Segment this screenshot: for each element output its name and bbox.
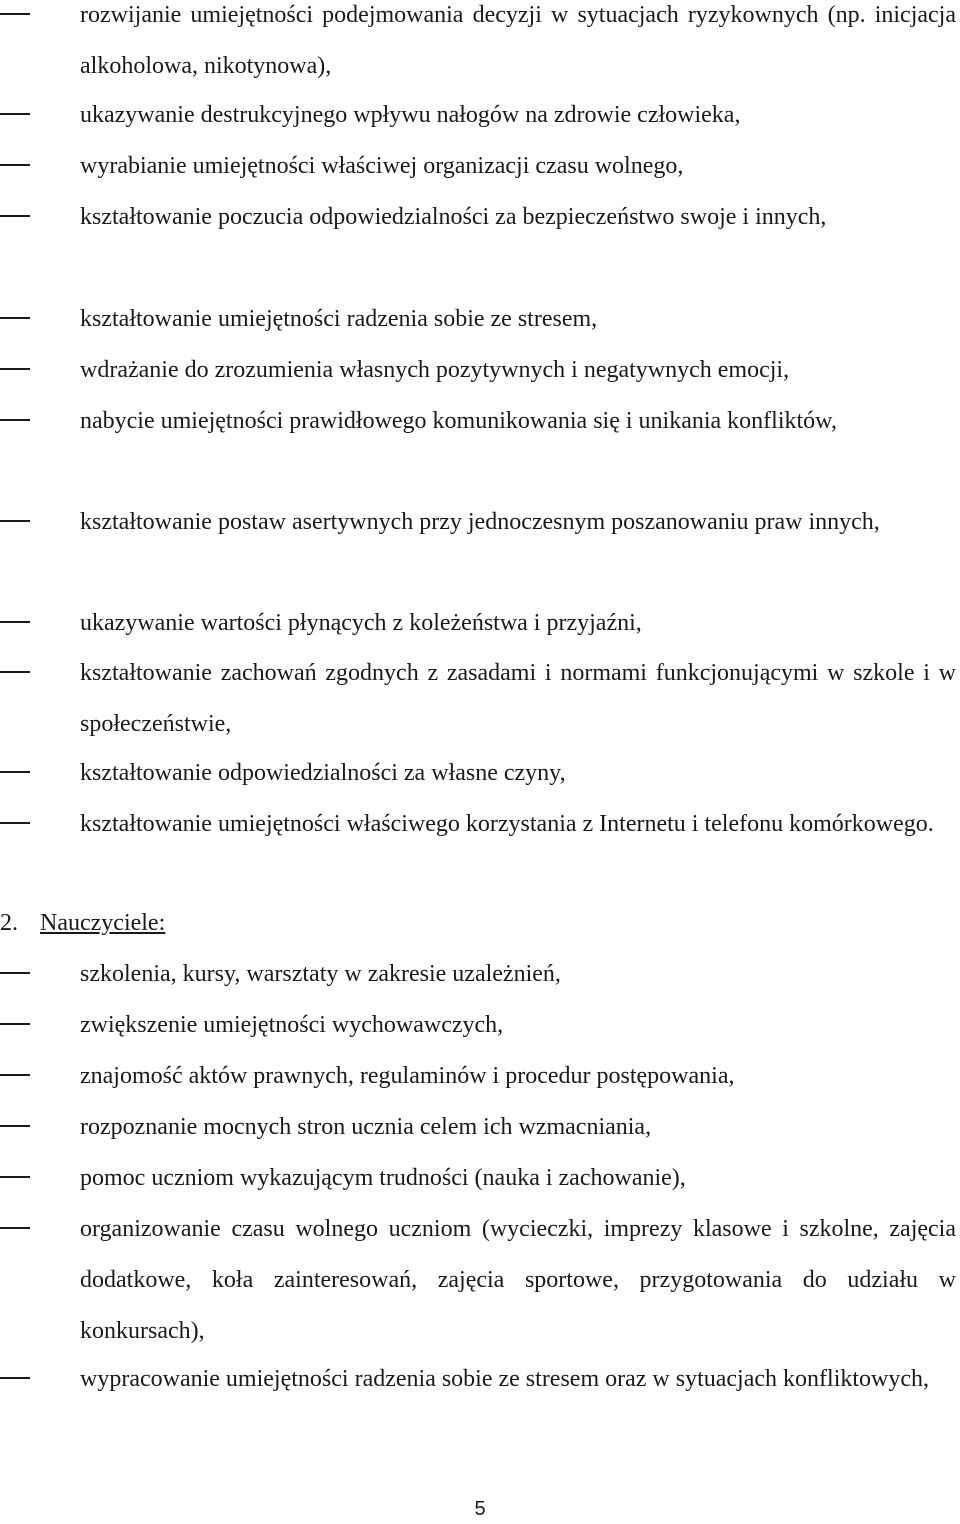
list-item-text: nabycie umiejętności prawidłowego komunikowania się i unikania konfliktów, — [80, 408, 837, 434]
list-item-text: kształtowanie odpowiedzialności za własne czyny, — [80, 760, 566, 786]
list-item — [80, 90, 956, 141]
list-item-text: rozwijanie umiejętności podejmowania decyzji w sytuacjach ryzykownych (np. inicjacja alkoholowa, nikotynowa), — [80, 2, 956, 79]
list-item — [80, 1354, 956, 1405]
dash-bullet-icon — [0, 1153, 30, 1204]
list-item — [80, 648, 956, 750]
dash-bullet-icon — [0, 0, 30, 41]
list-item — [80, 748, 956, 799]
list-item-text: ukazywanie destrukcyjnego wpływu nałogów na zdrowie człowieka, — [80, 102, 741, 128]
list-item-text: wdrażanie do zrozumienia własnych pozytywnych i negatywnych emocji, — [80, 357, 790, 383]
list-item-text: znajomość aktów prawnych, regulaminów i procedur postępowania, — [80, 1063, 735, 1089]
dash-bullet-icon — [0, 949, 30, 1000]
list-item — [80, 1000, 956, 1051]
dash-bullet-icon — [0, 1000, 30, 1051]
dash-bullet-icon — [0, 748, 30, 799]
list-item — [80, 0, 956, 92]
list-item — [80, 192, 956, 243]
dash-bullet-icon — [0, 497, 30, 548]
list-item-text: organizowanie czasu wolnego uczniom (wycieczki, imprezy klasowe i szkolne, zajęcia dodatkowe, koła zainteresowań, zajęcia sportowe, przygotowania do udziału w konkursach), — [80, 1216, 956, 1344]
list-item — [80, 799, 956, 850]
dash-bullet-icon — [0, 1354, 30, 1405]
dash-bullet-icon — [0, 598, 30, 649]
section-title: Nauczyciele: — [40, 910, 166, 936]
list-item-text: szkolenia, kursy, warsztaty w zakresie uzależnień, — [80, 961, 561, 987]
list-item-text: rozpoznanie mocnych stron ucznia celem ich wzmacniania, — [80, 1114, 652, 1140]
list-item — [80, 497, 956, 548]
dash-bullet-icon — [0, 345, 30, 396]
list-item-text: kształtowanie umiejętności radzenia sobie ze stresem, — [80, 306, 598, 332]
dash-bullet-icon — [0, 90, 30, 141]
dash-bullet-icon — [0, 192, 30, 243]
list-item — [80, 1153, 956, 1204]
section-number: 2. — [0, 910, 18, 936]
dash-bullet-icon — [0, 141, 30, 192]
list-item-text: kształtowanie umiejętności właściwego korzystania z Internetu i telefonu komórkowego. — [80, 811, 934, 837]
list-item — [80, 141, 956, 192]
list-item — [80, 294, 956, 345]
list-item-text: pomoc uczniom wykazującym trudności (nauka i zachowanie), — [80, 1165, 686, 1191]
list-item — [80, 1204, 956, 1357]
section-heading — [0, 898, 165, 949]
dash-bullet-icon — [0, 1051, 30, 1102]
dash-bullet-icon — [0, 294, 30, 345]
dash-bullet-icon — [0, 396, 30, 447]
list-item — [80, 1102, 956, 1153]
page-number: 5 — [474, 1498, 486, 1520]
dash-bullet-icon — [0, 799, 30, 850]
list-item-text: zwiększenie umiejętności wychowawczych, — [80, 1012, 504, 1038]
list-item-text: wyrabianie umiejętności właściwej organizacji czasu wolnego, — [80, 153, 684, 179]
list-item — [80, 598, 956, 649]
list-item — [80, 1051, 956, 1102]
list-item-text: kształtowanie poczucia odpowiedzialności za bezpieczeństwo swoje i innych, — [80, 204, 827, 230]
dash-bullet-icon — [0, 648, 30, 699]
list-item-text: kształtowanie zachowań zgodnych z zasadami i normami funkcjonującymi w szkole i w społeczeństwie, — [80, 660, 956, 737]
list-item — [80, 345, 956, 396]
dash-bullet-icon — [0, 1102, 30, 1153]
list-item-text: wypracowanie umiejętności radzenia sobie ze stresem oraz w sytuacjach konfliktowych, — [80, 1366, 930, 1392]
list-item — [80, 949, 956, 1000]
dash-bullet-icon — [0, 1204, 30, 1255]
list-item-text: kształtowanie postaw asertywnych przy jednoczesnym poszanowaniu praw innych, — [80, 509, 880, 535]
list-item — [80, 396, 956, 447]
list-item-text: ukazywanie wartości płynących z koleżeństwa i przyjaźni, — [80, 610, 642, 636]
